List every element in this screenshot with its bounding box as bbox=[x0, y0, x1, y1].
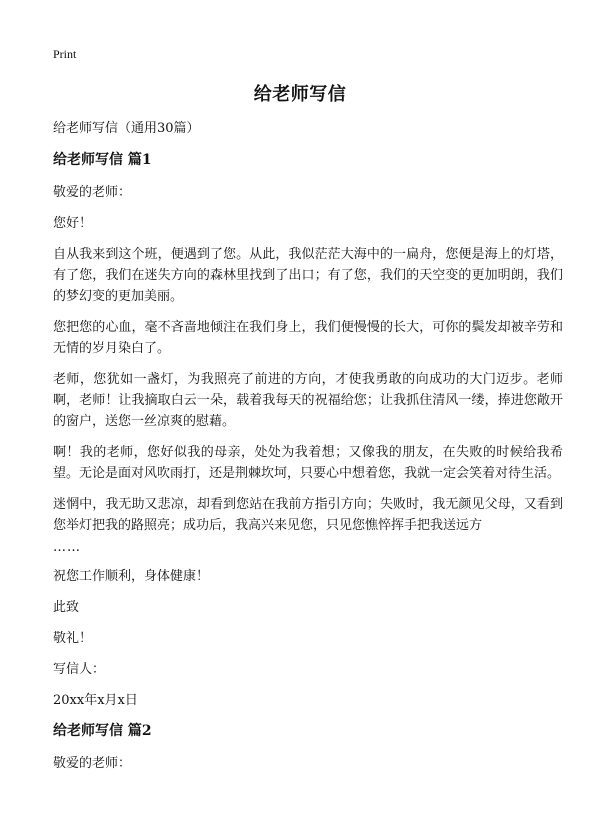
print-label: Print bbox=[53, 47, 77, 61]
letter-paragraph: 自从我来到这个班，便遇到了您。从此，我似茫茫大海中的一扁舟，您便是海上的灯塔，有了您，我们在迷失方向的森林里找到了出口；有了您，我们的天空变的更加明朗，我们的梦幻变的更加美丽。 bbox=[53, 247, 563, 304]
letter-greeting-2: 敬爱的老师： bbox=[53, 756, 132, 771]
letter-paragraph: 迷惘中，我无助又悲凉，却看到您站在我前方指引方向；失败时，我无颜见父母，又看到您举灯把我的路照亮；成功后，我高兴来见您，只见您憔悴挥手把我送远方 bbox=[53, 497, 563, 533]
letter-date: 20xx年x月x日 bbox=[53, 693, 138, 708]
letter-paragraph: 老师，您犹如一盏灯，为我照亮了前进的方向，才使我勇敢的向成功的大门迈步。老师啊，老师！让我摘取白云一朵，载着我每天的祝福给您；让我抓住清风一缕，捧进您敞开的窗户，送您一丝凉爽的慰藉。 bbox=[53, 372, 563, 429]
letter-salute: 敬礼！ bbox=[53, 631, 93, 646]
section-heading-1: 给老师写信 篇1 bbox=[53, 152, 152, 168]
letter-paragraph: 啊！我的老师，您好似我的母亲，处处为我着想；又像我的朋友，在失败的时候给我希望。无论是面对风吹雨打，还是荆棘坎坷，只要心中想着您，我就一定会笑着对待生活。 bbox=[53, 445, 563, 481]
letter-greeting: 敬爱的老师： bbox=[53, 185, 132, 200]
letter-paragraph: 您把您的心血，毫不吝啬地倾注在我们身上，我们便慢慢的长大，可你的鬓发却被辛劳和无情的岁月染白了。 bbox=[53, 320, 563, 356]
article-subtitle: 给老师写信（通用30篇） bbox=[53, 121, 200, 136]
page-title: 给老师写信 bbox=[253, 84, 347, 105]
letter-signature: 写信人： bbox=[53, 662, 106, 677]
letter-closing: 此致 bbox=[53, 600, 80, 615]
section-heading-2: 给老师写信 篇2 bbox=[53, 723, 152, 739]
article-body bbox=[53, 118, 563, 784]
letter-hello: 您好！ bbox=[53, 216, 93, 231]
letter-ellipsis: …… bbox=[53, 540, 81, 555]
letter-wish: 祝您工作顺利，身体健康！ bbox=[53, 569, 210, 584]
